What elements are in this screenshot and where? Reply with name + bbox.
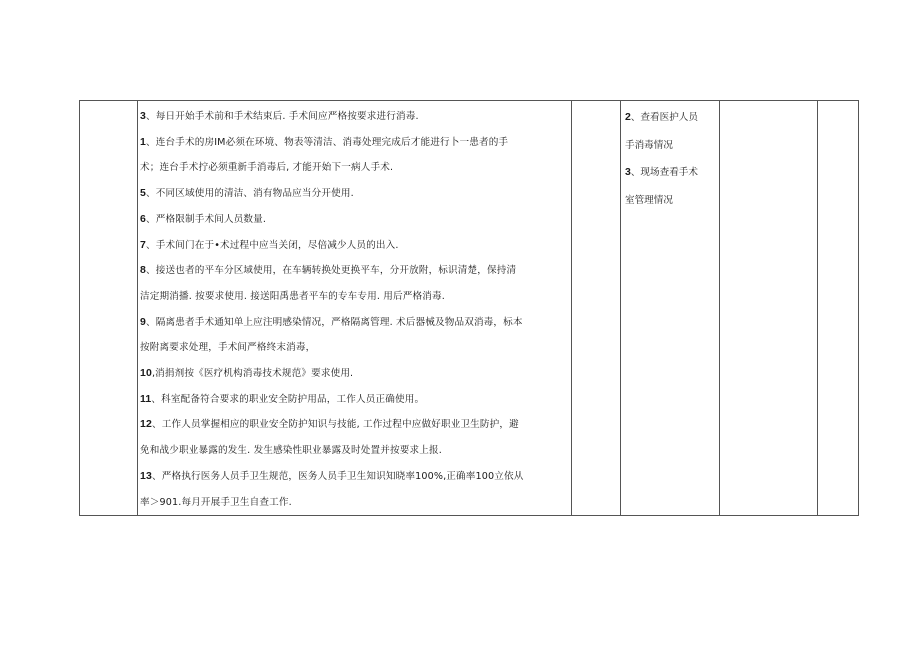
requirement-line [140, 387, 569, 413]
requirement-item [140, 130, 569, 181]
requirement-text: 、每日开始手术前和手术结束后. 手术间应严格按要求进行消毒. [146, 111, 419, 122]
requirement-number: 9 [140, 315, 146, 328]
inspection-item [625, 104, 717, 159]
requirement-item [140, 181, 569, 207]
requirement-item [140, 412, 569, 463]
requirement-number: 11 [140, 392, 152, 405]
requirement-item [140, 361, 569, 387]
requirement-text: 免和战少职业暴露的发生. 发生感染性职业暴露及时处置并按要求上报. [140, 445, 442, 457]
requirement-line [140, 104, 569, 130]
requirements-cell [138, 101, 572, 516]
inspection-list [621, 101, 719, 214]
inspection-number: 3 [625, 166, 631, 178]
requirement-item [140, 258, 569, 309]
requirement-text: 、连台手术的房IM必须在环境、物表等清洁、消毒处理完成后才能进行卜一患者的手 [146, 136, 509, 148]
requirement-line [140, 310, 569, 336]
requirement-text: ,消捐剂按《医疗机构消毒技术规范》要求使用. [151, 368, 354, 380]
inspection-method-cell [621, 101, 720, 516]
inspection-text: 、现场查看手术 [630, 167, 698, 178]
requirement-item [140, 233, 569, 259]
requirement-number: 8 [140, 264, 146, 277]
requirement-number: 13 [140, 469, 152, 482]
inspection-text: 手消毒情况 [625, 139, 673, 151]
requirement-text: 、手术间门在于•术过程中应当关闭，尽倍减少人员的出入. [146, 239, 399, 251]
requirement-number: 5 [140, 187, 146, 200]
requirement-text: 按附离要求处理，手术间严格终末消毒， [140, 342, 316, 354]
score-cell [720, 101, 818, 516]
requirement-line [140, 181, 569, 207]
requirement-line [140, 130, 569, 156]
inspection-text: 、查看医护人员 [630, 112, 698, 123]
empty-cell [572, 101, 621, 516]
requirement-line [140, 258, 569, 284]
requirement-item [140, 207, 569, 233]
requirement-text: 洁定期消播. 按要求使用. 接送阳禹患者平车的专车专用. 用后严格消毒. [140, 290, 445, 302]
requirement-text: 术；连台手术拧必须重新手消毒后, 才能开始下一病人手术. [140, 162, 394, 174]
requirement-text: 、不同区域使用的清洁、消有物品应当分开使用. [146, 188, 354, 200]
requirement-line [140, 464, 569, 490]
requirement-line [140, 207, 569, 233]
requirement-text: 、隔离患者手术通知单上应注明感染情况，严格隔离管理. 术后器械及物品双消毒，标本 [146, 316, 523, 328]
requirement-number: 6 [140, 212, 146, 225]
requirement-number: 10 [140, 367, 152, 380]
requirement-number: 12 [140, 418, 152, 431]
table-row [80, 101, 859, 516]
requirement-line [140, 361, 569, 387]
requirement-text: 、严格执行医务人员手卫生规范，医务人员手卫生知识知晓率100%,正确率100立依从 [151, 470, 524, 482]
inspection-line [625, 159, 717, 187]
requirement-text: 率＞901.每月开展手卫生自查工作. [140, 496, 292, 508]
requirement-line [140, 233, 569, 259]
inspection-number: 2 [625, 111, 631, 123]
requirement-number: 1 [140, 135, 146, 148]
requirements-list [138, 101, 571, 515]
requirement-text: 、接送也者的平车分区域使用，在车辆转换处更换平车，分开放附，标识清楚，保持清 [146, 265, 517, 277]
inspection-item [625, 159, 717, 214]
category-cell [80, 101, 138, 516]
requirement-line [140, 412, 569, 438]
requirement-item [140, 464, 569, 515]
inspection-text: 室管理情况 [625, 194, 673, 206]
requirement-number: 7 [140, 238, 146, 251]
remark-cell [818, 101, 859, 516]
requirement-text: 、科室配备符合要求的职业安全防护用品，工作人员正确使用。 [151, 393, 425, 405]
inspection-line [625, 104, 717, 132]
requirement-text: 、工作人员掌握相应的职业安全防护知识与技能, 工作过程中应做好职业卫生防护，避 [151, 419, 519, 431]
requirement-item [140, 387, 569, 413]
requirement-number: 3 [140, 110, 146, 122]
document-table [79, 100, 859, 516]
requirement-item [140, 104, 569, 130]
requirement-item [140, 310, 569, 361]
requirement-text: 、严格限制手术间人员数量. [146, 213, 267, 225]
